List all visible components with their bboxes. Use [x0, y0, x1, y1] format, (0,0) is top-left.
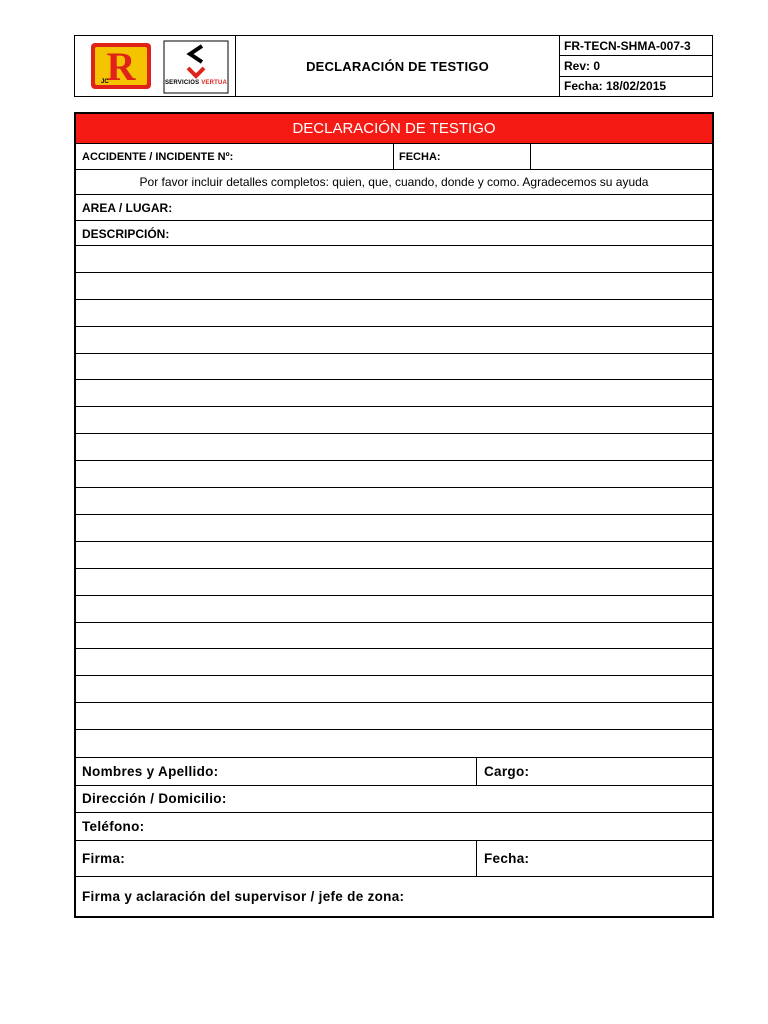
supervisor-row[interactable]: [76, 877, 712, 916]
position-label: Cargo:: [484, 764, 530, 779]
description-line[interactable]: [76, 354, 712, 381]
address-label: Dirección / Domicilio:: [82, 791, 227, 806]
divider: [476, 841, 477, 876]
accident-label: ACCIDENTE / INCIDENTE Nº:: [82, 151, 234, 163]
description-line[interactable]: [76, 407, 712, 434]
area-row[interactable]: [76, 195, 712, 221]
vertua-name: VERTUA: [201, 80, 228, 86]
rjc-logo-icon: [91, 43, 151, 89]
description-line[interactable]: [76, 461, 712, 488]
name-row[interactable]: [76, 757, 712, 786]
header-title: DECLARACIÓN DE TESTIGO: [236, 36, 560, 96]
description-line[interactable]: [76, 515, 712, 542]
divider: [530, 144, 531, 169]
description-line[interactable]: [76, 730, 712, 757]
description-line[interactable]: [76, 380, 712, 407]
name-label: Nombres y Apellido:: [82, 764, 219, 779]
area-label: AREA / LUGAR:: [82, 201, 173, 215]
logo-r-sub: JC: [101, 79, 109, 85]
description-line[interactable]: [76, 542, 712, 569]
form-title: DECLARACIÓN DE TESTIGO: [76, 114, 712, 144]
supervisor-label: Firma y aclaración del supervisor / jefe de zona:: [82, 889, 405, 904]
phone-row[interactable]: [76, 813, 712, 841]
header-meta: [560, 36, 712, 96]
doc-date: Fecha: 18/02/2015: [564, 79, 667, 94]
instructions: Por favor incluir detalles completos: quien, que, cuando, donde y como. Agradecemos su ayuda: [76, 170, 712, 195]
witness-form: [74, 112, 714, 918]
signature-row[interactable]: [76, 841, 712, 877]
divider: [476, 758, 477, 785]
description-line[interactable]: [76, 569, 712, 596]
description-line[interactable]: [76, 703, 712, 730]
signature-label: Firma:: [82, 851, 126, 866]
logo-cell: [75, 36, 236, 96]
signature-date-label: Fecha:: [484, 851, 530, 866]
vertua-prefix: SERVICIOS: [164, 80, 200, 86]
description-line[interactable]: [76, 434, 712, 461]
vertua-logo-text: [163, 80, 229, 86]
description-line[interactable]: [76, 327, 712, 354]
description-header-row: [76, 221, 712, 246]
description-line[interactable]: [76, 488, 712, 515]
description-line[interactable]: [76, 273, 712, 300]
doc-code: FR-TECN-SHMA-007-3: [560, 36, 712, 56]
description-line[interactable]: [76, 246, 712, 273]
date-label: FECHA:: [399, 151, 441, 163]
address-row[interactable]: [76, 786, 712, 813]
description-line[interactable]: [76, 649, 712, 676]
phone-label: Teléfono:: [82, 819, 145, 834]
accident-row[interactable]: [76, 144, 712, 170]
divider: [393, 144, 394, 169]
logo-r-letter: R: [106, 44, 136, 89]
document-header: [74, 35, 713, 97]
description-line[interactable]: [76, 623, 712, 650]
doc-revision: Rev: 0: [560, 56, 712, 76]
description-line[interactable]: [76, 676, 712, 703]
description-label: DESCRIPCIÓN:: [82, 227, 170, 241]
description-line[interactable]: [76, 300, 712, 327]
description-line[interactable]: [76, 596, 712, 623]
